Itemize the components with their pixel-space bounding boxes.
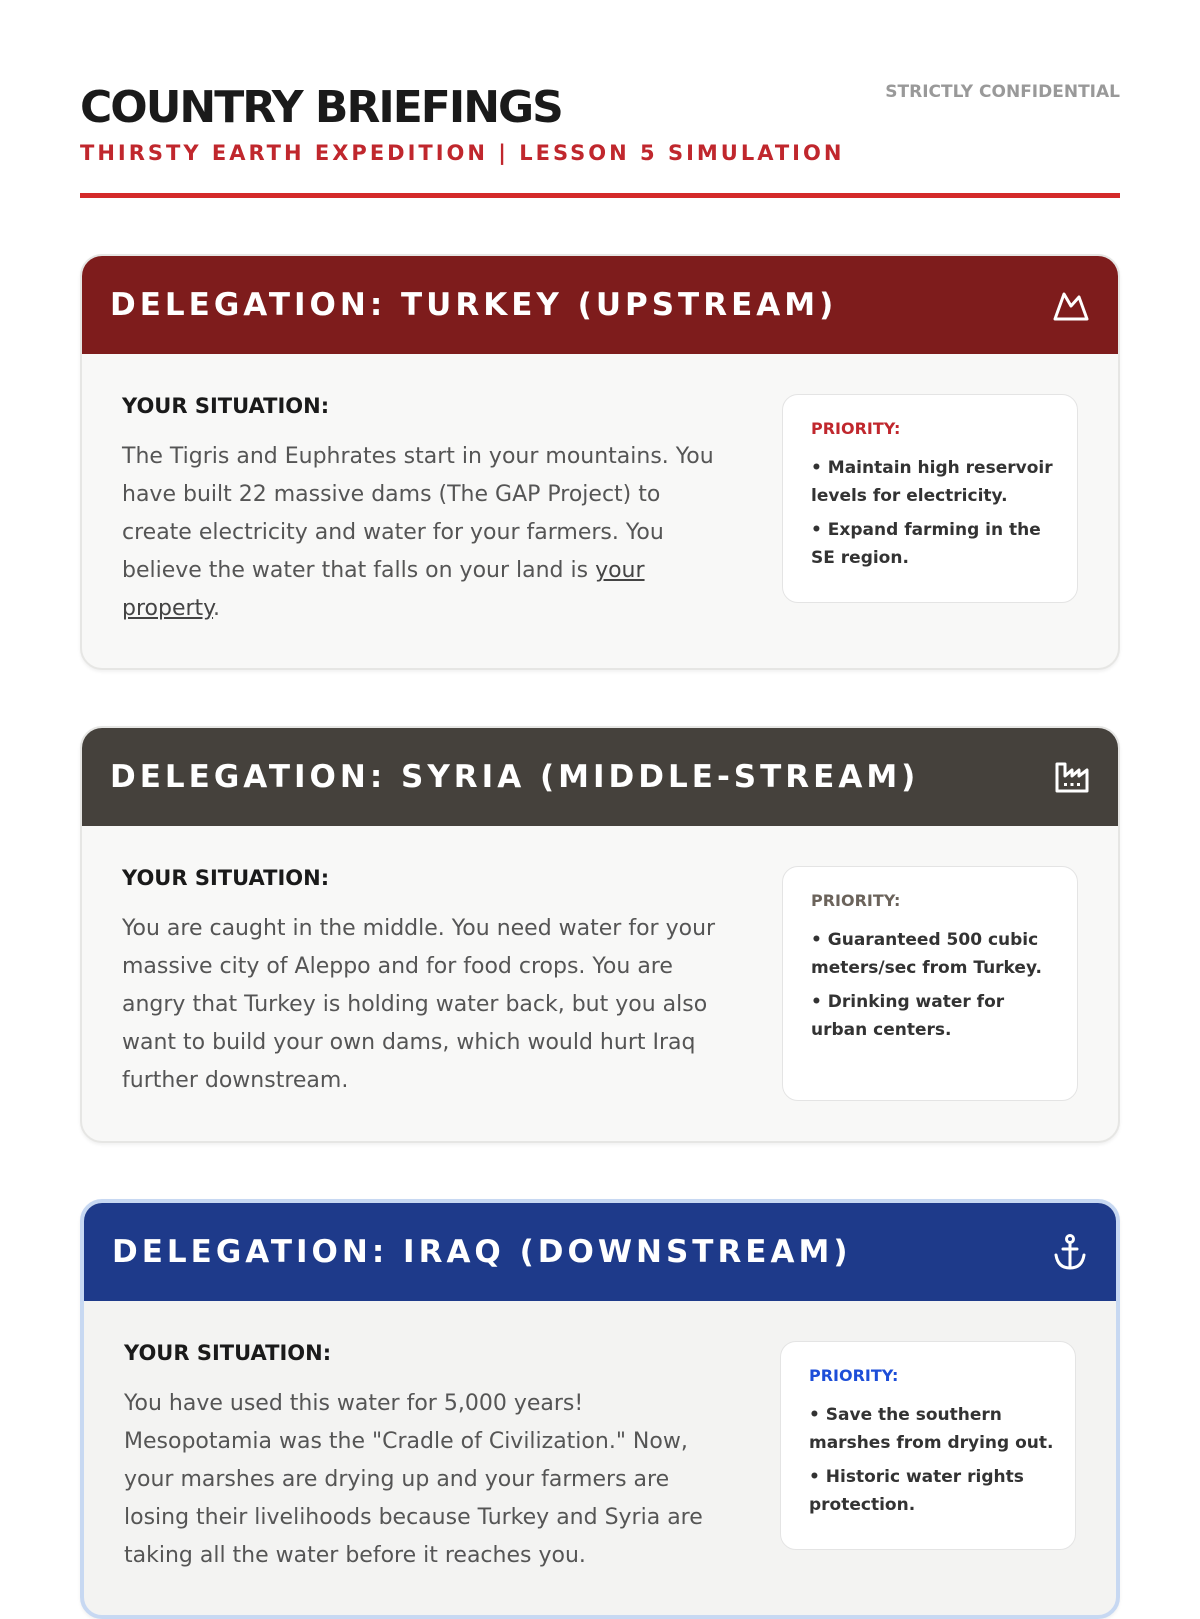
priority-item: • Drinking water for urban centers. xyxy=(811,992,1005,1040)
priority-item: • Expand farming in the SE region. xyxy=(811,520,1041,568)
priority-label: PRIORITY: xyxy=(809,1366,899,1385)
syria-card xyxy=(80,726,1120,1143)
factory-icon xyxy=(1054,760,1090,794)
card-title: DELEGATION: IRAQ (DOWNSTREAM) xyxy=(112,1234,852,1270)
priority-label: PRIORITY: xyxy=(811,891,901,910)
iraq-card xyxy=(80,1199,1120,1619)
priority-box xyxy=(780,1341,1076,1550)
situation-text: You have used this water for 5,000 years! Mesopotamia was the "Cradle of Civilization." Now, your marshes are drying up and your farmers are losing their livelihoods because Turkey and Syria are taking all the water before it reaches you. xyxy=(124,1391,703,1568)
underlined-phrase: your property xyxy=(122,558,645,621)
situation-label: YOUR SITUATION: xyxy=(122,866,330,890)
situation-label: YOUR SITUATION: xyxy=(124,1341,332,1365)
priority-item: • Guaranteed 500 cubic meters/sec from Turkey. xyxy=(811,930,1042,978)
situation-label: YOUR SITUATION: xyxy=(122,394,330,418)
card-title: DELEGATION: SYRIA (MIDDLE-STREAM) xyxy=(110,759,920,795)
mountain-icon xyxy=(1052,288,1090,322)
turkey-card xyxy=(80,254,1120,670)
header xyxy=(80,0,1120,198)
confidential-label: STRICTLY CONFIDENTIAL xyxy=(885,82,1120,102)
priority-item: • Save the southern marshes from drying out. xyxy=(809,1405,1054,1453)
card-header xyxy=(84,1203,1116,1301)
priority-label: PRIORITY: xyxy=(811,419,901,438)
card-header xyxy=(82,256,1118,354)
priority-item: • Historic water rights protection. xyxy=(809,1467,1024,1515)
priority-item: • Maintain high reservoir levels for electricity. xyxy=(811,458,1053,506)
priority-box xyxy=(782,866,1078,1101)
situation-text: The Tigris and Euphrates start in your mountains. You have built 22 massive dams (The GAP Project) to create electricity and water for your farmers. You believe the water that falls on your land is your property. xyxy=(122,444,714,621)
page-title: COUNTRY BRIEFINGS xyxy=(80,82,562,133)
card-title: DELEGATION: TURKEY (UPSTREAM) xyxy=(110,287,838,323)
anchor-icon xyxy=(1052,1233,1088,1271)
situation-text: You are caught in the middle. You need water for your massive city of Aleppo and for food crops. You are angry that Turkey is holding water back, but you also want to build your own dams, which would hurt Iraq further downstream. xyxy=(122,916,716,1093)
priority-box xyxy=(782,394,1078,603)
card-header xyxy=(82,728,1118,826)
page-subtitle: THIRSTY EARTH EXPEDITION | LESSON 5 SIMULATION xyxy=(80,141,845,165)
